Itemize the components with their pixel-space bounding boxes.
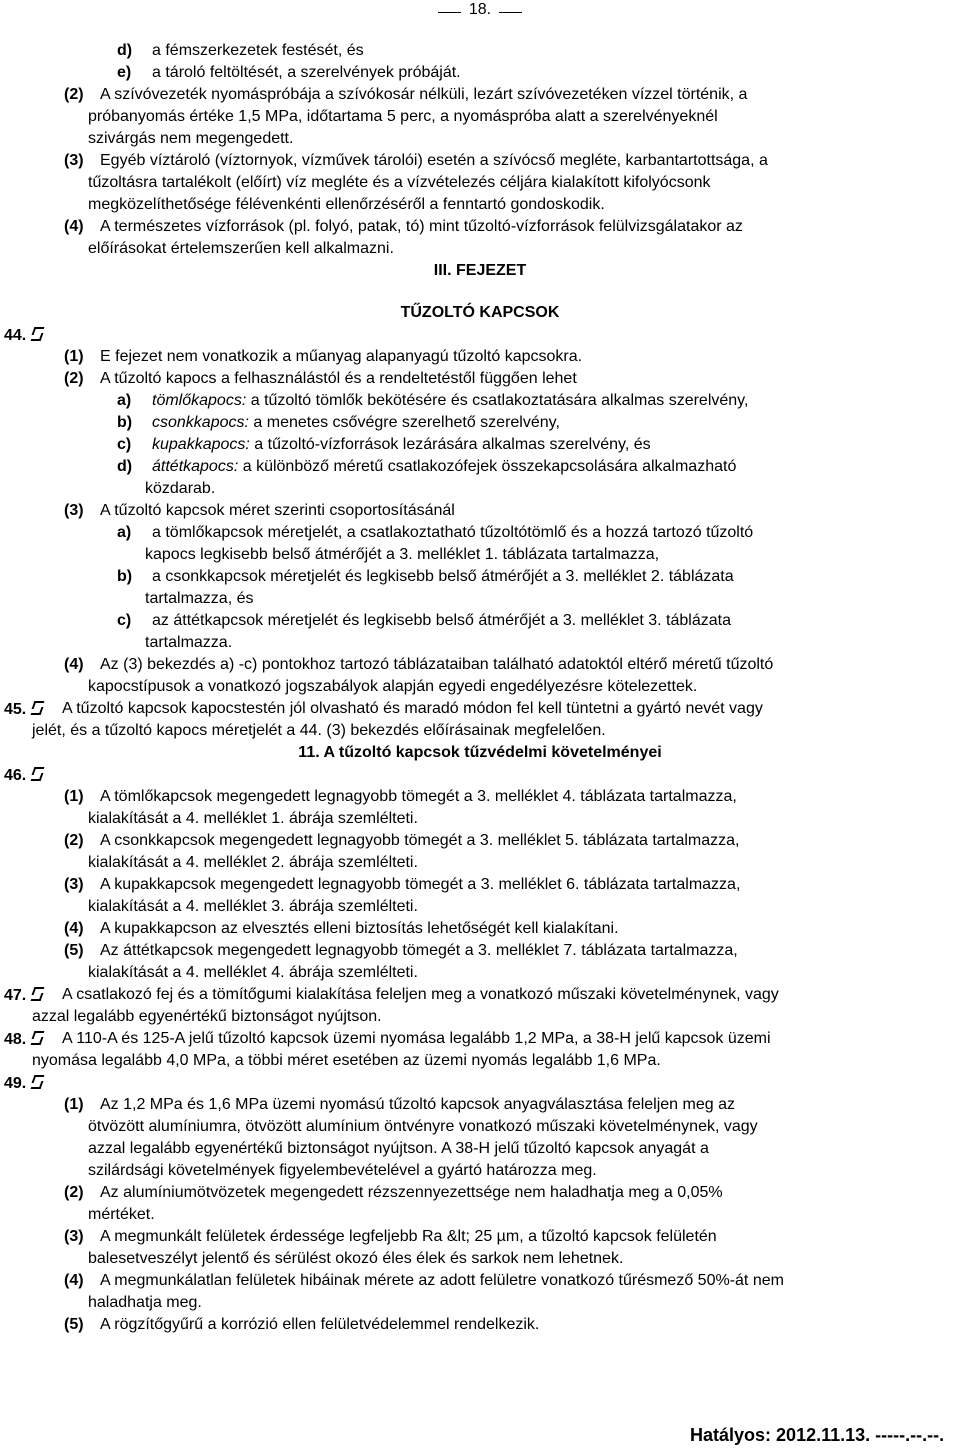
- section-text: A tűzoltó kapcsok kapocstestén jól olvasható és maradó módon fel kell tüntetni a gyártó nevét vagy: [62, 700, 763, 717]
- section-text: jelét, és a tűzoltó kapocs méretjelét a 44. (3) bekezdés előírásainak megfelelően.: [32, 722, 606, 739]
- paragraph-text: haladhatja meg.: [88, 1294, 202, 1311]
- paragraph-text: E fejezet nem vonatkozik a műanyag alapanyagú tűzoltó kapcsokra.: [100, 348, 583, 365]
- paragraph-text: A rögzítőgyűrű a korrózió ellen felületvédelemmel rendelkezik.: [100, 1316, 540, 1333]
- paragraph-text: Az áttétkapcsok megengedett legnagyobb tömegét a 3. melléklet 7. táblázata tartalmazza,: [100, 942, 738, 959]
- paragraph-label: (4): [64, 656, 84, 673]
- paragraph-label: (3): [64, 502, 84, 519]
- paragraph-text: A megmunkálatlan felületek hibáinak mérete az adott felületre vonatkozó tűrésmező 50%-át nem: [100, 1272, 784, 1289]
- page-number: 18.: [430, 0, 530, 20]
- item-label: c): [117, 612, 132, 629]
- paragraph-label: (2): [64, 370, 84, 387]
- item-text: tartalmazza, és: [145, 590, 254, 607]
- paragraph-text: A természetes vízforrások (pl. folyó, patak, tó) mint tűzoltó-vízforrások felülvizsgálatakor az: [100, 218, 743, 235]
- paragraph-text: A szívóvezeték nyomáspróbája a szívókosár nélküli, lezárt szívóvezetéken vízzel történik, a: [100, 86, 748, 103]
- section-text: azzal legalább egyenértékű biztonságot nyújtson.: [32, 1008, 382, 1025]
- paragraph-text: megközelíthetősége félévenkénti ellenőrzéséről a fenntartó gondoskodik.: [88, 196, 605, 213]
- paragraph-text: A kupakkapcson az elvesztés elleni biztosítás lehetőségét kell kialakítani.: [100, 920, 619, 937]
- paragraph-label: (2): [64, 1184, 84, 1201]
- paragraph-text: A tűzoltó kapocs a felhasználástól és a rendeltetéstől függően lehet: [100, 370, 577, 387]
- paragraph-text: ötvözött alumíniumra, ötvözött alumínium öntvényre vonatkozó műszaki követelménynek, vagy: [88, 1118, 758, 1135]
- item-label: a): [117, 524, 132, 541]
- paragraph-text: A csonkkapcsok megengedett legnagyobb tömegét a 3. melléklet 5. táblázata tartalmazza,: [100, 832, 740, 849]
- paragraph-text: mértéket.: [88, 1206, 155, 1223]
- section-text: nyomása legalább 4,0 MPa, a többi méret esetében az üzemi nyomás legalább 1,6 MPa.: [32, 1052, 661, 1069]
- item-text: csonkkapocs: a menetes csővégre szerelhető szerelvény,: [152, 414, 560, 431]
- footer-date: 2012.11.13.: [776, 1425, 871, 1445]
- paragraph-label: (5): [64, 942, 84, 959]
- footer-label: Hatályos:: [690, 1425, 772, 1445]
- section-sign-icon: [31, 324, 43, 340]
- section-sign-icon: [31, 1028, 43, 1044]
- paragraph-label: (3): [64, 876, 84, 893]
- item-label: d): [117, 42, 133, 59]
- section-number: 44.: [4, 324, 43, 346]
- item-text: tartalmazza.: [145, 634, 233, 651]
- paragraph-label: (4): [64, 920, 84, 937]
- paragraph-text: kialakítását a 4. melléklet 3. ábrája szemlélteti.: [88, 898, 418, 915]
- paragraph-label: (3): [64, 152, 84, 169]
- paragraph-text: szilárdsági követelmények figyelembevételével a gyártó határozza meg.: [88, 1162, 597, 1179]
- paragraph-label: (4): [64, 218, 84, 235]
- effective-date-footer: [690, 1424, 944, 1446]
- section-sign-icon: [31, 764, 43, 780]
- section-number: 49.: [4, 1072, 43, 1094]
- paragraph-text: Az (3) bekezdés a) -c) pontokhoz tartozó táblázataiban található adatoktól eltérő méretű tűzoltó: [100, 656, 774, 673]
- item-label: b): [117, 414, 133, 431]
- paragraph-label: (2): [64, 832, 84, 849]
- item-label: b): [117, 568, 133, 585]
- item-text: a fémszerkezetek festését, és: [152, 42, 364, 59]
- section-heading: 11. A tűzoltó kapcsok tűzvédelmi követelményei: [298, 744, 662, 761]
- section-sign-icon: [31, 698, 43, 714]
- paragraph-label: (1): [64, 1096, 84, 1113]
- paragraph-label: (4): [64, 1272, 84, 1289]
- paragraph-text: A kupakkapcsok megengedett legnagyobb tömegét a 3. melléklet 6. táblázata tartalmazza,: [100, 876, 741, 893]
- paragraph-text: A megmunkált felületek érdessége legfeljebb Ra &lt; 25 µm, a tűzoltó kapcsok felületén: [100, 1228, 717, 1245]
- section-number: 48.: [4, 1028, 43, 1050]
- paragraph-label: (3): [64, 1228, 84, 1245]
- paragraph-text: tűzoltásra tartalékolt (előírt) víz megléte és a vízvételezés céljára kialakított kifolyócsonk: [88, 174, 711, 191]
- item-text: áttétkapocs: a különböző méretű csatlakozófejek összekapcsolására alkalmazható: [152, 458, 737, 475]
- paragraph-text: szivárgás nem megengedett.: [88, 130, 294, 147]
- item-text: kupakkapocs: a tűzoltó-vízforrások lezárására alkalmas szerelvény, és: [152, 436, 651, 453]
- paragraph-text: kialakítását a 4. melléklet 4. ábrája szemlélteti.: [88, 964, 418, 981]
- paragraph-text: próbanyomás értéke 1,5 MPa, időtartama 5 perc, a nyomáspróba alatt a szerelvényeknél: [88, 108, 718, 125]
- section-number: 47.: [4, 984, 43, 1006]
- paragraph-text: A tömlőkapcsok megengedett legnagyobb tömegét a 3. melléklet 4. táblázata tartalmazza,: [100, 788, 737, 805]
- item-text: a tömlőkapcsok méretjelét, a csatlakoztatható tűzoltótömlő és a hozzá tartozó tűzoltó: [152, 524, 754, 541]
- paragraph-label: (1): [64, 348, 84, 365]
- paragraph-text: kapocstípusok a vonatkozó jogszabályok alapján egyedi engedélyezésre kötelezettek.: [88, 678, 698, 695]
- item-label: a): [117, 392, 132, 409]
- paragraph-label: (1): [64, 788, 84, 805]
- item-label: d): [117, 458, 133, 475]
- section-sign-icon: [31, 984, 43, 1000]
- section-text: A 110-A és 125-A jelű tűzoltó kapcsok üzemi nyomása legalább 1,2 MPa, a 38-H jelű kapcsok üzemi: [62, 1030, 771, 1047]
- section-sign-icon: [31, 1072, 43, 1088]
- item-text: kapocs legkisebb belső átmérőjét a 3. melléklet 1. táblázata tartalmazza,: [145, 546, 660, 563]
- paragraph-text: azzal legalább egyenértékű biztonságot nyújtson. A 38-H jelű tűzoltó kapcsok anyagát a: [88, 1140, 709, 1157]
- section-number: 45.: [4, 698, 43, 720]
- item-text: a tároló feltöltését, a szerelvények próbáját.: [152, 64, 461, 81]
- item-label: e): [117, 64, 132, 81]
- paragraph-text: kialakítását a 4. melléklet 2. ábrája szemlélteti.: [88, 854, 418, 871]
- item-label: c): [117, 436, 132, 453]
- item-text: a csonkkapcsok méretjelét és legkisebb belső átmérőjét a 3. melléklet 2. táblázata: [152, 568, 734, 585]
- section-number: 46.: [4, 764, 43, 786]
- footer-dashes: -----.--.--.: [870, 1425, 945, 1445]
- item-text: az áttétkapcsok méretjelét és legkisebb belső átmérőjét a 3. melléklet 3. táblázata: [152, 612, 731, 629]
- paragraph-text: A tűzoltó kapcsok méret szerinti csoportosításánál: [100, 502, 455, 519]
- paragraph-text: Egyéb víztároló (víztornyok, vízművek tárolói) esetén a szívócső megléte, karbantartottsága, a: [100, 152, 768, 169]
- paragraph-text: Az alumíniumötvözetek megengedett rézszennyezettsége nem haladhatja meg a 0,05%: [100, 1184, 723, 1201]
- item-text: tömlőkapocs: a tűzoltó tömlők bekötésére és csatlakoztatására alkalmas szerelvény,: [152, 392, 749, 409]
- paragraph-text: előírásokat értelemszerűen kell alkalmazni.: [88, 240, 394, 257]
- paragraph-text: balesetveszélyt jelentő és sérülést okozó éles élek és sarkok nem lehetnek.: [88, 1250, 624, 1267]
- paragraph-text: kialakítását a 4. melléklet 1. ábrája szemlélteti.: [88, 810, 418, 827]
- paragraph-label: (5): [64, 1316, 84, 1333]
- chapter-number: III. FEJEZET: [433, 262, 527, 279]
- paragraph-label: (2): [64, 86, 84, 103]
- chapter-title: TŰZOLTÓ KAPCSOK: [400, 304, 560, 321]
- item-text: közdarab.: [145, 480, 216, 497]
- paragraph-text: Az 1,2 MPa és 1,6 MPa üzemi nyomású tűzoltó kapcsok anyagválasztása feleljen meg az: [100, 1096, 735, 1113]
- section-text: A csatlakozó fej és a tömítőgumi kialakítása feleljen meg a vonatkozó műszaki követelménynek, vagy: [62, 986, 779, 1003]
